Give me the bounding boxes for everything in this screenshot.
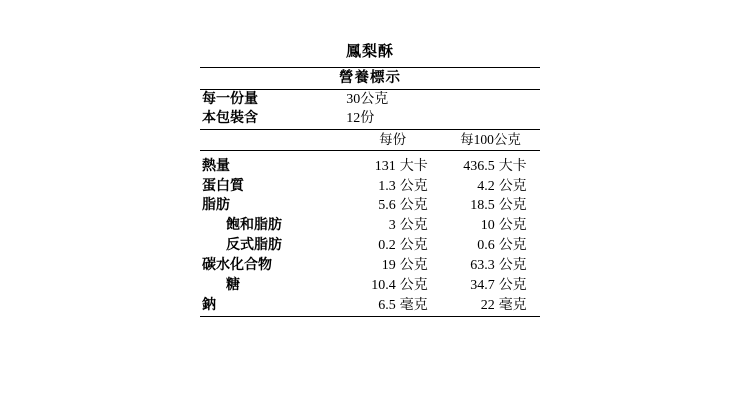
- nutrient-per-serving-unit: 公克: [399, 198, 428, 214]
- serving-size-value: 30公克: [346, 91, 389, 107]
- nutrient-per-serving-unit: 公克: [399, 178, 428, 194]
- nutrient-per-100g-unit: 大卡: [498, 158, 527, 174]
- nutrient-per-100g-unit: 公克: [498, 258, 527, 274]
- nutrient-name: 脂肪: [202, 198, 230, 214]
- nutrient-per-serving-unit: 大卡: [399, 158, 428, 174]
- nutrient-name: 飽和脂肪: [226, 218, 282, 234]
- nutrient-per-serving: 10.4: [371, 278, 396, 294]
- column-header-per-100g: 每100公克: [441, 130, 540, 150]
- table-row: [200, 256, 540, 276]
- servings-per-container-row: [200, 109, 540, 129]
- nutrient-per-100g-unit: 公克: [498, 198, 527, 214]
- nutrient-per-serving-unit: 公克: [399, 278, 428, 294]
- table-row: [200, 216, 540, 236]
- nutrient-per-serving: 0.2: [378, 238, 396, 254]
- nutrient-per-100g: 10: [480, 218, 495, 234]
- column-header-per-serving: 每份: [344, 130, 441, 150]
- nutrient-per-serving: 5.6: [378, 198, 396, 214]
- panel-heading-row: [200, 68, 540, 90]
- table-row: [200, 276, 540, 296]
- nutrition-table: [200, 67, 540, 317]
- nutrient-name: 鈉: [200, 296, 344, 316]
- nutrient-per-100g: 436.5: [463, 158, 495, 174]
- nutrient-per-100g-unit: 公克: [498, 218, 527, 234]
- serving-size-label: 每一份量: [202, 91, 258, 107]
- table-row: [200, 157, 540, 177]
- table-row: [200, 236, 540, 256]
- nutrient-per-serving: 1.3: [378, 178, 396, 194]
- nutrient-per-100g: 0.6: [477, 238, 495, 254]
- servings-per-container-label: 本包裝含: [200, 109, 344, 129]
- nutrient-name: 糖: [226, 278, 240, 294]
- nutrient-per-100g: 34.7: [470, 278, 495, 294]
- table-row: [200, 196, 540, 216]
- panel-heading: 營養標示: [200, 68, 540, 90]
- serving-size-row: [200, 89, 540, 109]
- nutrient-per-100g: 4.2: [477, 178, 495, 194]
- column-header-name: [200, 130, 344, 150]
- nutrient-per-serving: 6.5: [344, 296, 398, 316]
- page-title: 鳳梨酥: [345, 44, 394, 60]
- nutrient-per-serving-unit: 公克: [399, 218, 428, 234]
- nutrition-label: [200, 40, 540, 317]
- nutrient-per-serving: 3: [388, 218, 396, 234]
- nutrient-per-100g-unit: 公克: [498, 178, 527, 194]
- column-header-row: [200, 130, 540, 150]
- nutrient-per-100g: 18.5: [470, 198, 495, 214]
- nutrient-name: 熱量: [202, 158, 230, 174]
- table-row: [200, 296, 540, 316]
- nutrient-per-100g-unit: 公克: [498, 238, 527, 254]
- nutrient-per-serving-unit: 毫克: [398, 296, 441, 316]
- nutrient-name: 碳水化合物: [202, 258, 272, 274]
- nutrient-per-100g: 22: [441, 296, 497, 316]
- servings-per-container-value: 12份: [344, 109, 540, 129]
- nutrient-per-serving: 131: [374, 158, 396, 174]
- nutrient-per-serving-unit: 公克: [399, 238, 428, 254]
- nutrient-name: 蛋白質: [202, 178, 244, 194]
- nutrient-per-100g-unit: 公克: [498, 278, 527, 294]
- nutrient-per-100g: 63.3: [470, 258, 495, 274]
- nutrient-per-100g-unit: 毫克: [497, 296, 540, 316]
- nutrient-per-serving: 19: [381, 258, 396, 274]
- nutrient-per-serving-unit: 公克: [399, 258, 428, 274]
- table-row: [200, 177, 540, 197]
- nutrient-name: 反式脂肪: [226, 238, 282, 254]
